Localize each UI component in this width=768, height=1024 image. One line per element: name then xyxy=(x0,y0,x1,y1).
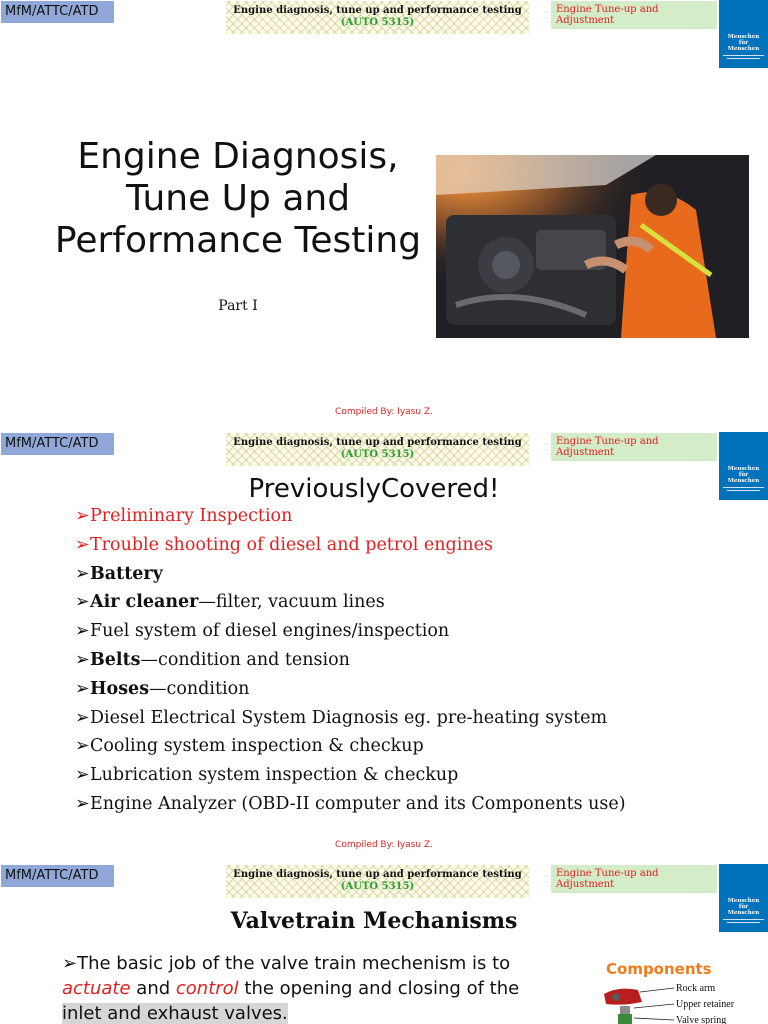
logo-text: Menschen für Menschen xyxy=(727,34,760,52)
intro-paragraph: ➢The basic job of the valve train mechenism is to actuate and control the opening and closing of the inlet and exhaust valves. xyxy=(62,953,520,1024)
slide-title: Engine Diagnosis, Tune Up and Performance Testing xyxy=(54,136,422,261)
arrow-bullet-icon: ➢ xyxy=(75,736,90,757)
logo-text: Menschen für Menschen xyxy=(727,466,760,484)
arrow-bullet-icon: ➢ xyxy=(75,649,90,670)
highlighted-text: inlet and exhaust valves. xyxy=(62,1003,288,1024)
course-banner xyxy=(226,433,529,466)
slide-1 xyxy=(0,0,768,432)
list-item: ➢Preliminary Inspection xyxy=(75,502,755,531)
list-item: ➢Battery xyxy=(75,560,755,589)
list-item: ➢Hoses—condition xyxy=(75,675,755,704)
org-tag: MfM/ATTC/ATD xyxy=(1,1,114,23)
arrow-bullet-icon: ➢ xyxy=(75,621,90,642)
list-item: ➢Diesel Electrical System Diagnosis eg. pre-heating system xyxy=(75,704,755,733)
arrow-bullet-icon: ➢ xyxy=(75,793,90,814)
arrow-bullet-icon: ➢ xyxy=(75,563,90,584)
unit-title: Engine Tune-up and Adjustment xyxy=(551,865,717,893)
list-item: ➢Belts—condition and tension xyxy=(75,646,755,675)
slide-subtitle: Part I xyxy=(218,298,258,314)
slide-title: Valvetrain Mechanisms xyxy=(230,908,518,934)
compiled-by: Compiled By: Iyasu Z. xyxy=(335,840,433,850)
arrow-bullet-icon: ➢ xyxy=(75,534,90,555)
list-item: ➢Trouble shooting of diesel and petrol engines xyxy=(75,531,755,560)
org-tag: MfM/ATTC/ATD xyxy=(1,433,114,455)
mechanic-engine-photo xyxy=(436,155,749,338)
org-tag: MfM/ATTC/ATD xyxy=(1,865,114,887)
course-title: Engine diagnosis, tune up and performance testing xyxy=(233,437,522,448)
list-item: ➢Lubrication system inspection & checkup xyxy=(75,761,755,790)
unit-title: Engine Tune-up and Adjustment xyxy=(551,1,717,29)
course-code: (AUTO 5315) xyxy=(340,881,415,892)
list-item: ➢Air cleaner—filter, vacuum lines xyxy=(75,588,755,617)
arrow-bullet-icon: ➢ xyxy=(75,707,90,728)
component-label: Upper retainer xyxy=(676,999,735,1010)
slide-title: PreviouslyCovered! xyxy=(248,474,500,504)
unit-title: Engine Tune-up and Adjustment xyxy=(551,433,717,461)
arrow-bullet-icon: ➢ xyxy=(62,953,78,974)
course-title: Engine diagnosis, tune up and performance testing xyxy=(233,5,522,16)
course-banner xyxy=(226,1,529,34)
slide-3 xyxy=(0,864,768,1024)
component-label: Rock arm xyxy=(676,983,716,994)
emphasis-actuate: actuate xyxy=(62,978,131,999)
course-title: Engine diagnosis, tune up and performance testing xyxy=(233,869,522,880)
valvetrain-diagram xyxy=(598,980,758,1024)
emphasis-control: control xyxy=(175,978,239,999)
arrow-bullet-icon: ➢ xyxy=(75,678,90,699)
list-item: ➢Fuel system of diesel engines/inspection xyxy=(75,617,755,646)
arrow-bullet-icon: ➢ xyxy=(75,506,90,526)
bullet-list xyxy=(75,502,755,819)
arrow-bullet-icon: ➢ xyxy=(75,592,90,613)
course-code: (AUTO 5315) xyxy=(340,449,415,460)
org-logo xyxy=(719,0,768,68)
component-label: Valve spring xyxy=(676,1015,727,1024)
course-code: (AUTO 5315) xyxy=(340,17,415,28)
list-item: ➢Cooling system inspection & checkup xyxy=(75,732,755,761)
arrow-bullet-icon: ➢ xyxy=(75,765,90,786)
course-banner xyxy=(226,865,529,898)
slide-2 xyxy=(0,432,768,864)
logo-text: Menschen für Menschen xyxy=(727,898,760,916)
list-item: ➢Engine Analyzer (OBD-II computer and its Components use) xyxy=(75,790,755,819)
components-heading: Components xyxy=(606,960,712,978)
compiled-by: Compiled By: Iyasu Z. xyxy=(335,407,433,417)
